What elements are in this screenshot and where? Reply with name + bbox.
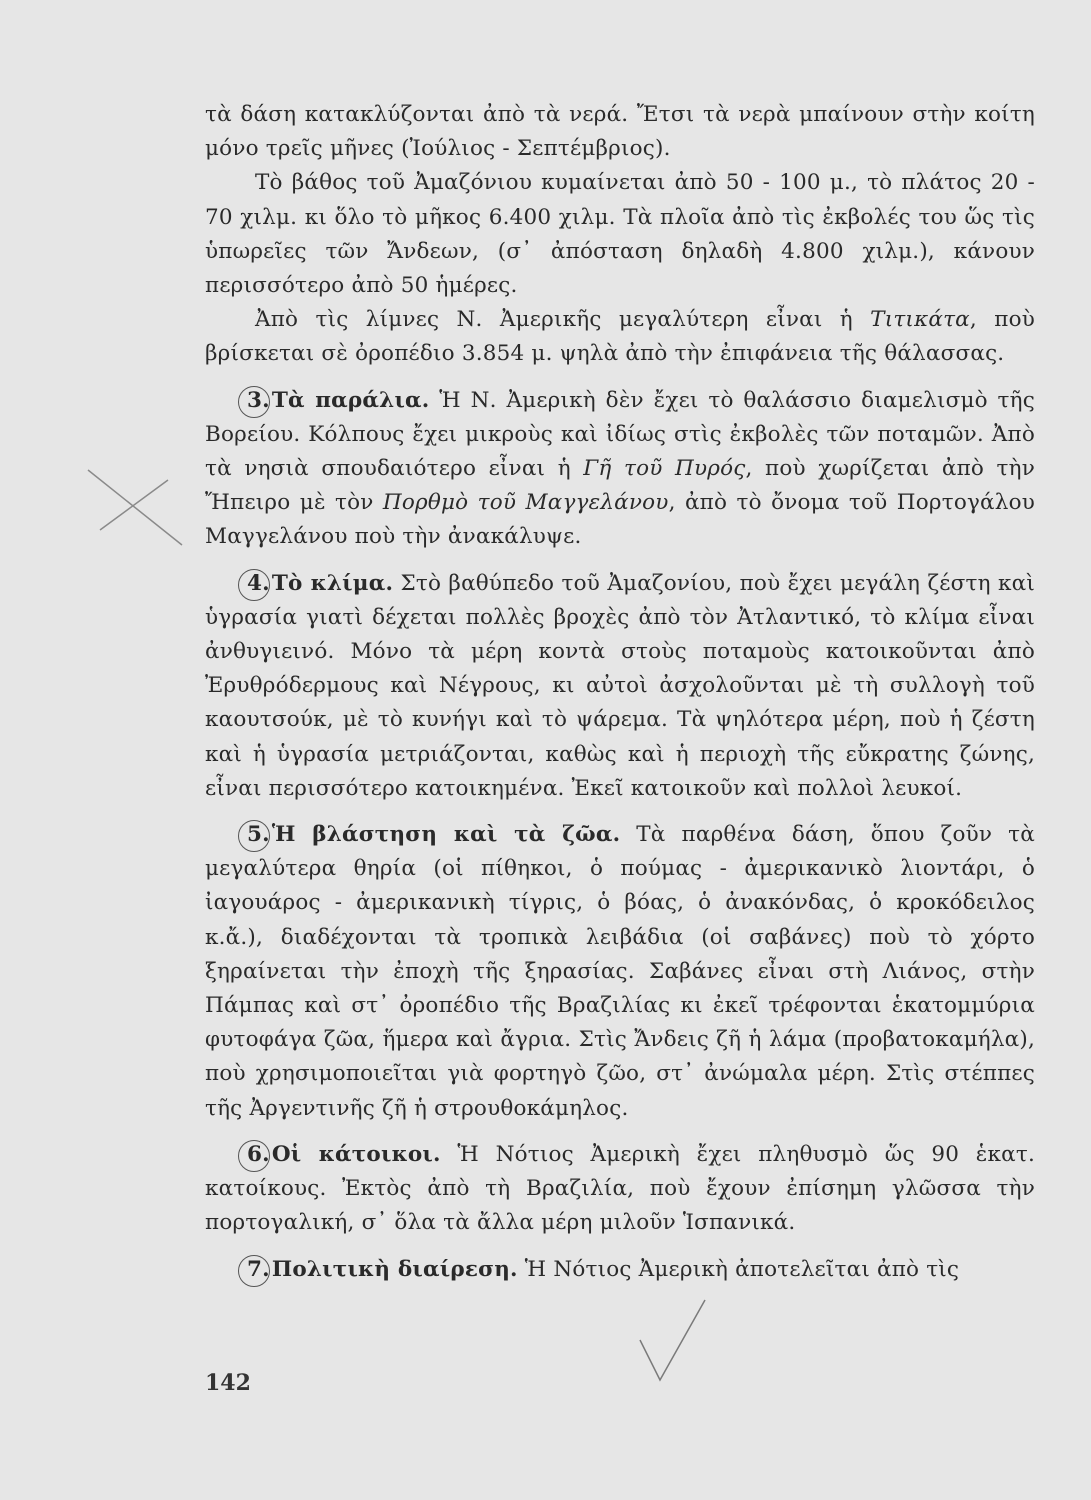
section-heading: Τὸ κλίμα. — [271, 570, 394, 596]
section-inhabitants — [205, 1138, 1035, 1241]
paragraph-lakes — [205, 303, 1035, 371]
paragraph-text: Ἀπὸ τὶς λίμνες Ν. Ἀμερικῆς μεγαλύτερη εἶναι ἡ — [255, 307, 871, 333]
paragraph-text: , ποὺ βρίσκεται σὲ ὀροπέδιο 3.854 μ. ψηλὰ ἀπὸ τὴν ἐπιφάνεια τῆς θάλασσας. — [205, 307, 1035, 367]
section-number: 7. — [247, 1253, 270, 1287]
section-number: 6. — [247, 1138, 270, 1172]
paragraph-text: , ἀπὸ τὸ ὄνομα τοῦ Πορτογάλου Μαγγελάνου ποὺ τὴν ἀνακάλυψε. — [205, 490, 1035, 550]
italic-term: Πορθμὸ τοῦ Μαγγελάνου — [382, 490, 669, 516]
handwritten-circle-mark — [238, 569, 270, 601]
handwritten-circle-mark — [238, 820, 270, 852]
paragraph-text: , ποὺ χωρίζεται ἀπὸ τὴν Ἤπειρο μὲ τὸν — [205, 456, 1036, 516]
handwritten-circle-mark — [238, 1255, 270, 1287]
section-number: 5. — [247, 818, 270, 852]
paragraph-text: Ἡ Ν. Ἀμερικὴ δὲν ἔχει τὸ θαλάσσιο διαμελισμὸ τῆς Βορείου. Κόλπους ἔχει μικροὺς καὶ ἰδίως στὶς ἐκβολὲς τῶν ποταμῶν. Ἀπὸ τὰ νησιὰ σπουδαιότερο εἶναι ἡ — [205, 387, 1035, 482]
paragraph-text: Τὰ παρθένα δάση, ὅπου ζοῦν τὰ μεγαλύτερα θηρία (οἱ πίθηκοι, ὁ πούμας - ἀμερικανικὸ λιοντάρι, ὁ ἰαγουάρος - ἀμερικανικὴ τίγρις, ὁ βόας, ὁ ἀνακόνδας, ὁ κροκόδειλος κ.ἄ.), διαδέχονται τὰ τροπικὰ λειβάδια (οἱ σαβάνες) ποὺ τὸ χόρτο ξηραίνεται τὴν ἐποχὴ τῆς ξηρασίας. Σαβάνες εἶναι στὴ Λιάνος, στὴν Πάμπας καὶ στ᾽ ὀροπέδιο τῆς Βραζιλίας κι ἐκεῖ τρέφονται ἑκατομμύρια φυτοφάγα ζῶα, ἥμερα καὶ ἄγρια. Στὶς Ἄνδεις ζῆ ἡ λάμα (προβατοκαμήλα), ποὺ χρησιμοποιεῖται γιὰ φορτηγὸ ζῶο, στ᾽ ἀνώμαλα μέρη. Στὶς στέππες τῆς Ἀργεντινῆς ζῆ ἡ στρουθοκάμηλος. — [205, 822, 1035, 1121]
section-heading: Τὰ παράλια. — [271, 387, 430, 413]
italic-term: Τιτικάτα — [870, 307, 970, 333]
page-body-text — [205, 98, 1035, 1287]
paragraph-amazon-depth — [205, 166, 1035, 303]
paragraph-continuation — [205, 98, 1035, 166]
section-heading: Ἡ βλάστηση καὶ τὰ ζῶα. — [271, 822, 621, 848]
section-number: 4. — [247, 567, 270, 601]
paragraph-text: Στὸ βαθύπεδο τοῦ Ἀμαζονίου, ποὺ ἔχει μεγάλη ζέστη καὶ ὑγρασία γιατὶ δέχεται πολλὲς βροχὲς ἀπὸ τὸν Ἀτλαντικό, τὸ κλίμα εἶναι ἀνθυγιεινό. Μόνο τὰ μέρη κοντὰ στοὺς ποταμοὺς κατοικοῦνται ἀπὸ Ἐρυθρόδερμους καὶ Νέγρους, κι αὐτοὶ ἀσχολοῦνται μὲ τὴ συλλογὴ τοῦ καουτσούκ, μὲ τὸ κυνήγι καὶ τὸ ψάρεμα. Τὰ ψηλότερα μέρη, ποὺ ἡ ζέστη καὶ ἡ ὑγρασία μετριάζονται, καθὼς καὶ ἡ περιοχὴ τῆς εὔκρατης ζώνης, εἶναι περισσότερο κατοικημένα. Ἐκεῖ κατοικοῦν καὶ πολλοὶ λευκοί. — [205, 570, 1036, 801]
section-vegetation-animals — [205, 818, 1035, 1126]
italic-term: Γῆ τοῦ Πυρός — [583, 456, 746, 482]
section-climate — [205, 567, 1035, 806]
pencil-check-mark — [640, 1300, 705, 1380]
handwritten-circle-mark — [238, 1140, 270, 1172]
handwritten-circle-mark — [238, 386, 270, 418]
pencil-cross-mark — [88, 470, 182, 545]
paragraph-text: Ἡ Νότιος Ἀμερικὴ ἔχει πληθυσμὸ ὥς 90 ἑκατ. κατοίκους. Ἐκτὸς ἀπὸ τὴ Βραζιλία, ποὺ ἔχουν ἐπίσημη γλῶσσα τὴν πορτογαλική, σ᾽ ὅλα τὰ ἄλλα μέρη μιλοῦν Ἱσπανικά. — [205, 1141, 1036, 1236]
paragraph-text: τὰ δάση κατακλύζονται ἀπὸ τὰ νερά. Ἔτσι τὰ νερὰ μπαίνουν στὴν κοίτη μόνο τρεῖς μῆνες (Ἰούλιος - Σεπτέμβριος). — [205, 102, 1035, 162]
paragraph-text: Τὸ βάθος τοῦ Ἀμαζόνιου κυμαίνεται ἀπὸ 50 - 100 μ., τὸ πλάτος 20 - 70 χιλμ. κι ὅλο τὸ μῆκος 6.400 χιλμ. Τὰ πλοῖα ἀπὸ τὶς ἐκβολές του ὥς τὶς ὑπωρεῖες τῶν Ἄνδεων, (σ᾽ ἀπόσταση δηλαδὴ 4.800 χιλμ.), κάνουν περισσότερο ἀπὸ 50 ἡμέρες. — [205, 170, 1035, 299]
paragraph-text: Ἡ Νότιος Ἀμερικὴ ἀποτελεῖται ἀπὸ τὶς — [517, 1256, 960, 1282]
section-political-division — [205, 1253, 1035, 1287]
section-heading: Οἱ κάτοικοι. — [271, 1141, 441, 1167]
section-coasts — [205, 384, 1035, 555]
page-number: 142 — [205, 1370, 251, 1396]
section-number: 3. — [247, 384, 270, 418]
section-heading: Πολιτικὴ διαίρεση. — [271, 1256, 518, 1282]
